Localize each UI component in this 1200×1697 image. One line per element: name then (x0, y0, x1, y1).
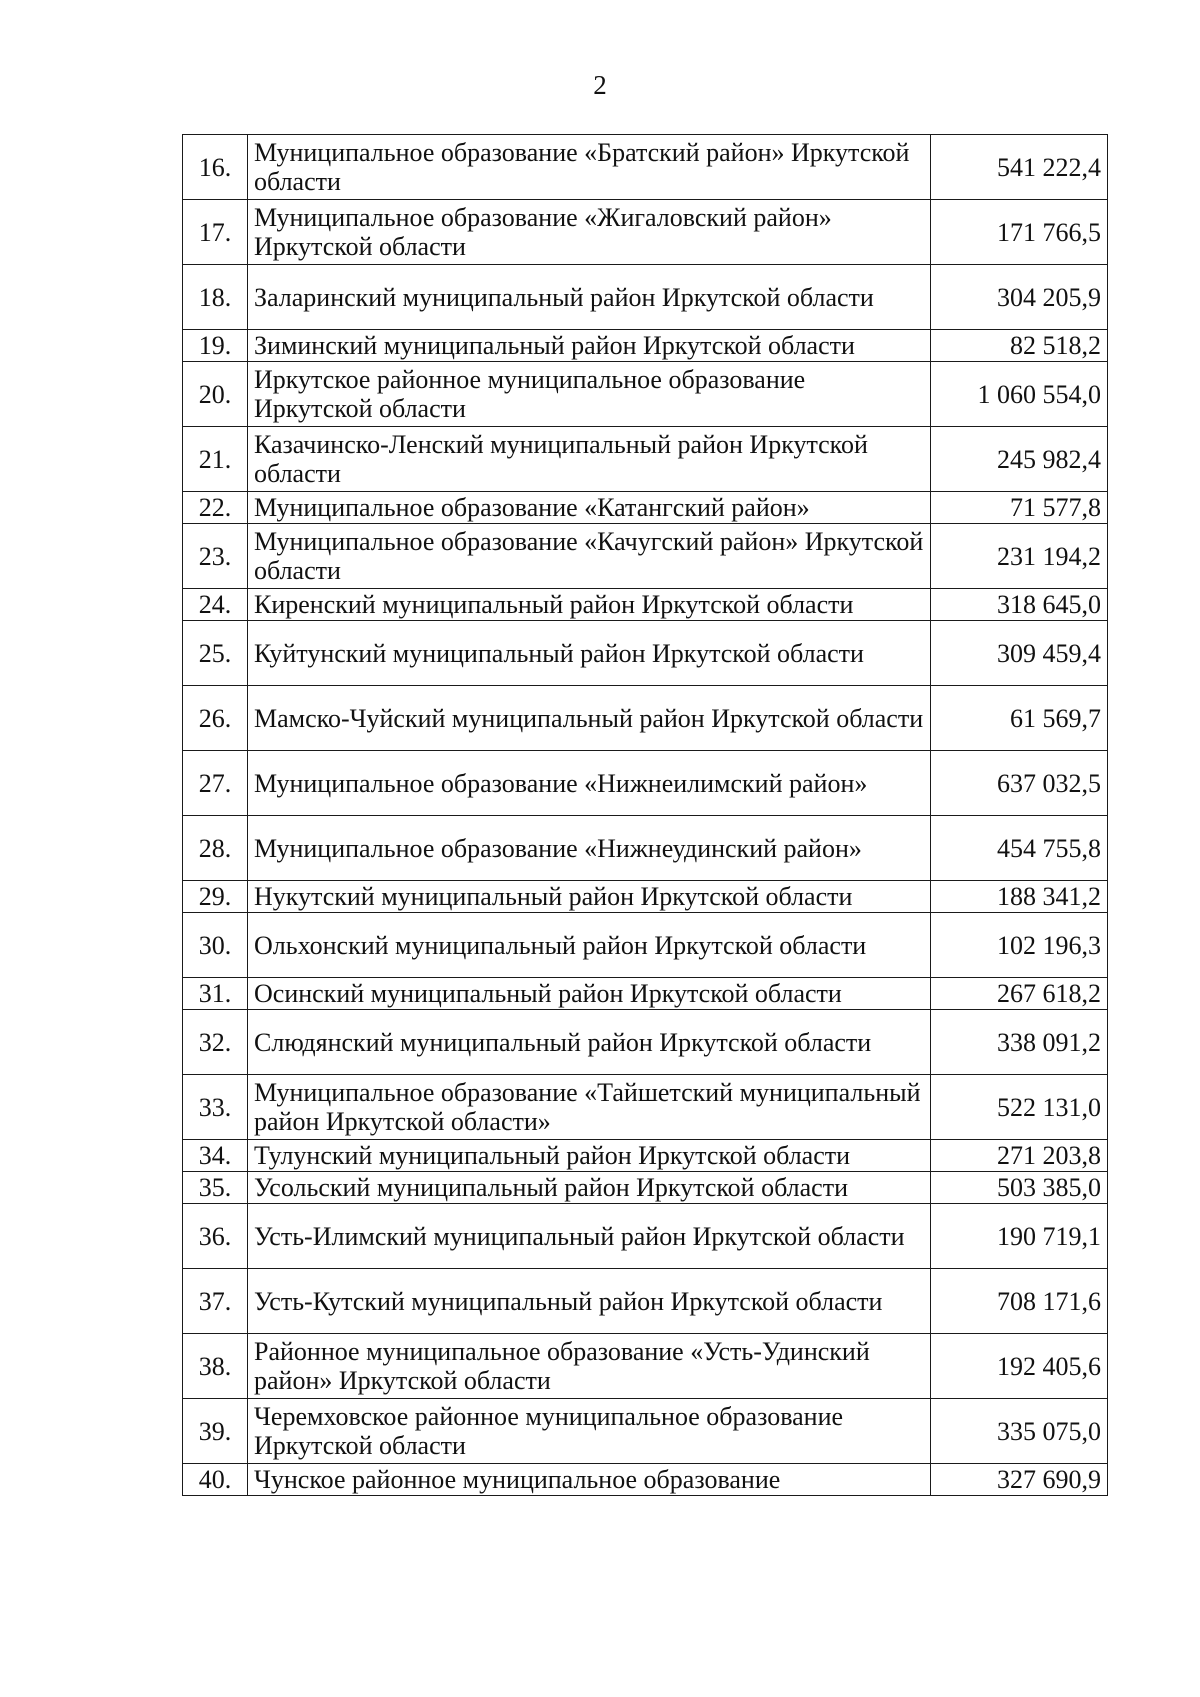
table-row (183, 200, 1108, 265)
row-number: 17. (183, 200, 248, 265)
row-number: 34. (183, 1140, 248, 1172)
municipality-name: Муниципальное образование «Нижнеилимский район» (248, 751, 931, 816)
table-row (183, 135, 1108, 200)
row-number: 23. (183, 524, 248, 589)
allocation-amount: 82 518,2 (931, 330, 1108, 362)
table-row (183, 621, 1108, 686)
allocation-amount: 708 171,6 (931, 1269, 1108, 1334)
row-number: 16. (183, 135, 248, 200)
allocation-amount: 190 719,1 (931, 1204, 1108, 1269)
table-row (183, 1075, 1108, 1140)
municipality-name: Усольский муниципальный район Иркутской области (248, 1172, 931, 1204)
table-row (183, 881, 1108, 913)
table-row (183, 686, 1108, 751)
table-row (183, 1140, 1108, 1172)
municipality-name: Зиминский муниципальный район Иркутской области (248, 330, 931, 362)
allocation-amount: 541 222,4 (931, 135, 1108, 200)
allocation-amount: 327 690,9 (931, 1464, 1108, 1496)
municipality-name: Ольхонский муниципальный район Иркутской области (248, 913, 931, 978)
row-number: 32. (183, 1010, 248, 1075)
row-number: 33. (183, 1075, 248, 1140)
allocation-amount: 1 060 554,0 (931, 362, 1108, 427)
municipality-name: Слюдянский муниципальный район Иркутской области (248, 1010, 931, 1075)
table-row (183, 330, 1108, 362)
municipality-name: Муниципальное образование «Тайшетский муниципальный район Иркутской области» (248, 1075, 931, 1140)
row-number: 31. (183, 978, 248, 1010)
table-row (183, 1464, 1108, 1496)
table-row (183, 524, 1108, 589)
allocation-amount: 267 618,2 (931, 978, 1108, 1010)
row-number: 28. (183, 816, 248, 881)
table-row (183, 1269, 1108, 1334)
municipality-name: Казачинско-Ленский муниципальный район Иркутской области (248, 427, 931, 492)
allocation-amount: 171 766,5 (931, 200, 1108, 265)
municipality-name: Заларинский муниципальный район Иркутской области (248, 265, 931, 330)
table-row (183, 1399, 1108, 1464)
allocation-amount: 71 577,8 (931, 492, 1108, 524)
table-row (183, 492, 1108, 524)
municipality-name: Тулунский муниципальный район Иркутской области (248, 1140, 931, 1172)
municipality-name: Мамско-Чуйский муниципальный район Иркутской области (248, 686, 931, 751)
municipality-name: Нукутский муниципальный район Иркутской области (248, 881, 931, 913)
allocation-amount: 231 194,2 (931, 524, 1108, 589)
municipality-name: Муниципальное образование «Братский район» Иркутской области (248, 135, 931, 200)
allocation-amount: 637 032,5 (931, 751, 1108, 816)
row-number: 40. (183, 1464, 248, 1496)
municipality-name: Муниципальное образование «Жигаловский район» Иркутской области (248, 200, 931, 265)
row-number: 26. (183, 686, 248, 751)
row-number: 27. (183, 751, 248, 816)
allocation-amount: 309 459,4 (931, 621, 1108, 686)
municipality-name: Осинский муниципальный район Иркутской области (248, 978, 931, 1010)
row-number: 19. (183, 330, 248, 362)
table-row (183, 265, 1108, 330)
municipality-name: Усть-Илимский муниципальный район Иркутской области (248, 1204, 931, 1269)
table-row (183, 1204, 1108, 1269)
municipal-allocation-table (182, 134, 1108, 1496)
allocation-amount: 192 405,6 (931, 1334, 1108, 1399)
row-number: 20. (183, 362, 248, 427)
allocation-amount: 304 205,9 (931, 265, 1108, 330)
allocation-amount: 335 075,0 (931, 1399, 1108, 1464)
allocation-amount: 454 755,8 (931, 816, 1108, 881)
municipality-name: Куйтунский муниципальный район Иркутской области (248, 621, 931, 686)
row-number: 38. (183, 1334, 248, 1399)
row-number: 18. (183, 265, 248, 330)
allocation-amount: 102 196,3 (931, 913, 1108, 978)
row-number: 36. (183, 1204, 248, 1269)
row-number: 24. (183, 589, 248, 621)
row-number: 22. (183, 492, 248, 524)
table-row (183, 1334, 1108, 1399)
row-number: 21. (183, 427, 248, 492)
table-row (183, 589, 1108, 621)
row-number: 29. (183, 881, 248, 913)
row-number: 25. (183, 621, 248, 686)
municipality-name: Черемховское районное муниципальное образование Иркутской области (248, 1399, 931, 1464)
allocation-amount: 61 569,7 (931, 686, 1108, 751)
table-row (183, 913, 1108, 978)
municipality-name: Муниципальное образование «Нижнеудинский район» (248, 816, 931, 881)
municipality-name: Иркутское районное муниципальное образование Иркутской области (248, 362, 931, 427)
table-row (183, 1010, 1108, 1075)
municipality-name: Усть-Кутский муниципальный район Иркутской области (248, 1269, 931, 1334)
allocation-amount: 188 341,2 (931, 881, 1108, 913)
allocation-amount: 271 203,8 (931, 1140, 1108, 1172)
row-number: 30. (183, 913, 248, 978)
table-row (183, 362, 1108, 427)
allocation-amount: 245 982,4 (931, 427, 1108, 492)
municipality-name: Муниципальное образование «Катангский район» (248, 492, 931, 524)
allocation-amount: 338 091,2 (931, 1010, 1108, 1075)
row-number: 35. (183, 1172, 248, 1204)
table-row (183, 427, 1108, 492)
table-row (183, 751, 1108, 816)
municipality-name: Чунское районное муниципальное образование (248, 1464, 931, 1496)
page-number: 2 (593, 70, 607, 100)
municipality-name: Киренский муниципальный район Иркутской области (248, 589, 931, 621)
municipality-name: Районное муниципальное образование «Усть-Удинский район» Иркутской области (248, 1334, 931, 1399)
allocation-amount: 522 131,0 (931, 1075, 1108, 1140)
allocation-amount: 318 645,0 (931, 589, 1108, 621)
allocation-amount: 503 385,0 (931, 1172, 1108, 1204)
row-number: 39. (183, 1399, 248, 1464)
table-row (183, 1172, 1108, 1204)
table-row (183, 816, 1108, 881)
table-row (183, 978, 1108, 1010)
row-number: 37. (183, 1269, 248, 1334)
municipality-name: Муниципальное образование «Качугский район» Иркутской области (248, 524, 931, 589)
